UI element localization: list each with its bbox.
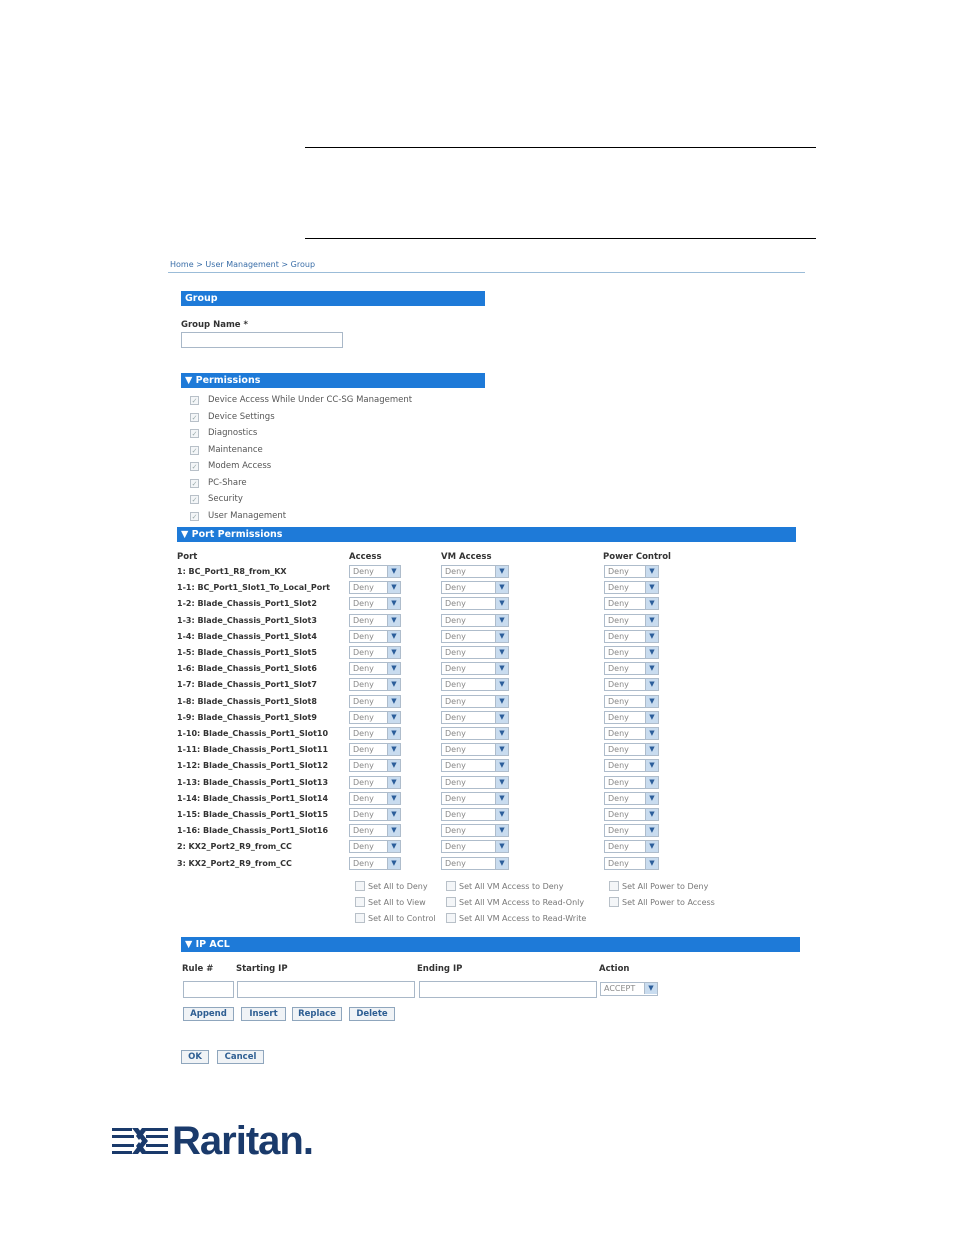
chevron-down-icon: ▼ xyxy=(495,825,508,836)
permission-item[interactable] xyxy=(190,459,271,473)
select-value: Deny xyxy=(445,858,466,868)
access-select[interactable] xyxy=(349,597,401,610)
set-all-checkbox[interactable] xyxy=(355,897,365,907)
ending-ip-input[interactable] xyxy=(419,981,597,998)
port-name: 1-11: Blade_Chassis_Port1_Slot11 xyxy=(177,745,329,755)
chevron-down-icon: ▼ xyxy=(645,728,658,739)
set-all-label: Set All to View xyxy=(368,897,426,907)
power-control-select[interactable] xyxy=(604,840,659,853)
permission-item[interactable] xyxy=(190,509,286,523)
insert-button[interactable]: Insert xyxy=(241,1007,286,1021)
select-value: Deny xyxy=(445,567,466,576)
chevron-down-icon: ▼ xyxy=(387,696,400,707)
group-header: Group xyxy=(181,291,485,306)
permission-checkbox[interactable]: ✓ xyxy=(191,413,198,422)
power-control-select[interactable] xyxy=(604,727,659,740)
access-select[interactable] xyxy=(349,695,401,708)
access-select[interactable] xyxy=(349,646,401,659)
top-divider xyxy=(305,147,816,148)
chevron-down-icon: ▼ xyxy=(645,615,658,626)
select-value: Deny xyxy=(353,793,374,803)
port-name: 1-12: Blade_Chassis_Port1_Slot12 xyxy=(177,761,329,771)
vm-access-select[interactable] xyxy=(441,808,509,821)
vm-access-select[interactable] xyxy=(441,743,509,756)
chevron-down-icon: ▼ xyxy=(387,728,400,739)
select-value: Deny xyxy=(608,567,629,576)
col-rule: Rule # xyxy=(182,964,214,974)
permission-checkbox[interactable]: ✓ xyxy=(191,495,198,504)
select-value: Deny xyxy=(353,680,374,690)
port-name: 1-1: BC_Port1_Slot1_To_Local_Port xyxy=(177,583,330,593)
chevron-down-icon: ▼ xyxy=(387,793,400,804)
cancel-button[interactable]: Cancel xyxy=(217,1050,264,1064)
power-control-select[interactable] xyxy=(604,695,659,708)
access-select[interactable] xyxy=(349,614,401,627)
power-control-select[interactable] xyxy=(604,711,659,724)
set-all-checkbox[interactable] xyxy=(446,881,456,891)
select-value: Deny xyxy=(353,648,374,657)
breadcrumb[interactable]: Home > User Management > Group xyxy=(170,260,316,269)
port-name: 1-9: Blade_Chassis_Port1_Slot9 xyxy=(177,712,317,722)
set-all-label: Set All Power to Deny xyxy=(622,881,709,891)
chevron-down-icon: ▼ xyxy=(387,777,400,788)
vm-access-select[interactable] xyxy=(441,711,509,724)
permission-item[interactable] xyxy=(190,410,275,424)
chevron-down-icon: ▼ xyxy=(495,582,508,593)
chevron-down-icon: ▼ xyxy=(495,760,508,771)
permission-label: PC-Share xyxy=(208,478,247,488)
select-value: Deny xyxy=(608,729,629,738)
permission-checkbox[interactable]: ✓ xyxy=(191,429,198,438)
port-name: 1-2: Blade_Chassis_Port1_Slot2 xyxy=(177,599,317,609)
delete-button[interactable]: Delete xyxy=(349,1007,395,1021)
select-value: Deny xyxy=(353,567,374,576)
port-name: 2: KX2_Port2_R9_from_CC xyxy=(177,842,292,852)
chevron-down-icon: ▼ xyxy=(645,793,658,804)
chevron-down-icon: ▼ xyxy=(645,858,658,869)
set-all-label: Set All Power to Access xyxy=(622,897,715,907)
port-name: 1-15: Blade_Chassis_Port1_Slot15 xyxy=(177,810,329,819)
chevron-down-icon: ▼ xyxy=(495,598,508,609)
group-name-label: Group Name * xyxy=(181,320,248,330)
set-all-access-option[interactable] xyxy=(355,897,426,907)
group-name-input[interactable] xyxy=(181,332,343,348)
action-select[interactable] xyxy=(600,982,658,996)
set-all-power-option[interactable] xyxy=(609,881,708,891)
select-value: Deny xyxy=(608,826,629,836)
col-action: Action xyxy=(599,964,630,974)
permission-label: Maintenance xyxy=(208,445,263,455)
chevron-down-icon: ▼ xyxy=(495,858,508,869)
access-select[interactable] xyxy=(349,857,401,870)
vm-access-select[interactable] xyxy=(441,727,509,740)
power-control-select[interactable] xyxy=(604,776,659,789)
vm-access-select[interactable] xyxy=(441,614,509,627)
power-control-select[interactable] xyxy=(604,792,659,805)
port-name: 1: BC_Port1_R8_from_KX xyxy=(177,567,287,576)
chevron-down-icon: ▼ xyxy=(387,809,400,820)
access-select[interactable] xyxy=(349,727,401,740)
set-all-label: Set All VM Access to Read-Only xyxy=(459,897,585,907)
chevron-down-icon: ▼ xyxy=(495,744,508,755)
vm-access-select[interactable] xyxy=(441,792,509,805)
chevron-down-icon: ▼ xyxy=(387,615,400,626)
select-value: Deny xyxy=(608,631,629,641)
select-value: Deny xyxy=(608,680,629,690)
access-select[interactable] xyxy=(349,581,401,594)
select-value: Deny xyxy=(353,761,374,771)
permission-checkbox[interactable]: ✓ xyxy=(191,446,198,455)
vm-access-select[interactable] xyxy=(441,840,509,853)
col-port: Port xyxy=(177,552,198,562)
power-control-select[interactable] xyxy=(604,824,659,837)
chevron-down-icon: ▼ xyxy=(645,663,658,674)
permission-label: Device Access While Under CC-SG Management xyxy=(208,395,413,405)
port-name: 1-3: Blade_Chassis_Port1_Slot3 xyxy=(177,615,317,625)
set-all-label: Set All VM Access to Deny xyxy=(459,881,564,891)
port-name: 3: KX2_Port2_R9_from_CC xyxy=(177,858,292,868)
vm-access-select[interactable] xyxy=(441,646,509,659)
chevron-down-icon: ▼ xyxy=(495,777,508,788)
set-all-vm-option[interactable] xyxy=(446,913,586,923)
chevron-down-icon: ▼ xyxy=(645,631,658,642)
select-value: Deny xyxy=(445,631,466,641)
power-control-select[interactable] xyxy=(604,662,659,675)
port-name: 1-14: Blade_Chassis_Port1_Slot14 xyxy=(177,793,329,803)
select-value: Deny xyxy=(353,615,374,625)
select-value: Deny xyxy=(608,810,629,819)
breadcrumb-divider xyxy=(168,272,805,273)
set-all-vm-option[interactable] xyxy=(446,897,584,907)
chevron-down-icon: ▼ xyxy=(495,566,508,577)
raritan-mark-icon xyxy=(112,1124,168,1158)
vm-access-select[interactable] xyxy=(441,581,509,594)
set-all-checkbox[interactable] xyxy=(609,881,619,891)
port-name: 1-16: Blade_Chassis_Port1_Slot16 xyxy=(177,826,329,836)
action-select-value: ACCEPT xyxy=(604,984,636,993)
permission-label: User Management xyxy=(208,511,287,521)
chevron-down-icon: ▼ xyxy=(495,679,508,690)
select-value: Deny xyxy=(445,777,466,787)
chevron-down-icon: ▼ xyxy=(387,760,400,771)
access-select[interactable] xyxy=(349,759,401,772)
set-all-checkbox[interactable] xyxy=(609,897,619,907)
power-control-select[interactable] xyxy=(604,614,659,627)
permission-checkbox[interactable]: ✓ xyxy=(191,479,198,488)
select-value: Deny xyxy=(445,729,466,738)
chevron-down-icon: ▼ xyxy=(645,696,658,707)
col-ending-ip: Ending IP xyxy=(417,964,463,974)
chevron-down-icon: ▼ xyxy=(645,825,658,836)
chevron-down-icon: ▼ xyxy=(495,793,508,804)
chevron-down-icon: ▼ xyxy=(645,582,658,593)
select-value: Deny xyxy=(445,615,466,625)
port-name: 1-8: Blade_Chassis_Port1_Slot8 xyxy=(177,696,317,706)
select-value: Deny xyxy=(353,777,374,787)
vm-access-select[interactable] xyxy=(441,824,509,837)
select-value: Deny xyxy=(353,826,374,836)
vm-access-select[interactable] xyxy=(441,597,509,610)
port-name: 1-6: Blade_Chassis_Port1_Slot6 xyxy=(177,664,317,674)
chevron-down-icon: ▼ xyxy=(495,841,508,852)
permission-checkbox[interactable]: ✓ xyxy=(191,462,198,471)
access-select[interactable] xyxy=(349,565,401,578)
chevron-down-icon: ▼ xyxy=(645,777,658,788)
starting-ip-input[interactable] xyxy=(237,981,415,998)
select-value: Deny xyxy=(445,842,466,852)
access-select[interactable] xyxy=(349,808,401,821)
replace-button[interactable]: Replace xyxy=(292,1007,342,1021)
screenshot-panel xyxy=(168,255,808,1070)
ok-button[interactable]: OK xyxy=(181,1050,209,1064)
select-value: Deny xyxy=(353,631,374,641)
chevron-down-icon: ▼ xyxy=(645,809,658,820)
select-value: Deny xyxy=(445,761,466,771)
permission-checkbox[interactable]: ✓ xyxy=(191,396,198,405)
select-value: Deny xyxy=(445,664,466,674)
vm-access-select[interactable] xyxy=(441,630,509,643)
permission-item[interactable] xyxy=(190,476,247,490)
chevron-down-icon: ▼ xyxy=(387,582,400,593)
set-all-power-option[interactable] xyxy=(609,897,715,907)
chevron-down-icon: ▼ xyxy=(495,663,508,674)
chevron-down-icon: ▼ xyxy=(495,712,508,723)
permission-item[interactable] xyxy=(190,426,257,440)
chevron-down-icon: ▼ xyxy=(645,647,658,658)
permission-item[interactable] xyxy=(190,443,263,457)
chevron-down-icon: ▼ xyxy=(645,841,658,852)
port-name: 1-4: Blade_Chassis_Port1_Slot4 xyxy=(177,631,317,641)
power-control-select[interactable] xyxy=(604,630,659,643)
power-control-select[interactable] xyxy=(604,857,659,870)
permission-label: Modem Access xyxy=(208,461,272,471)
set-all-checkbox[interactable] xyxy=(446,897,456,907)
set-all-label: Set All to Deny xyxy=(368,881,428,891)
access-select[interactable] xyxy=(349,711,401,724)
chevron-down-icon: ▼ xyxy=(645,712,658,723)
vm-access-select[interactable] xyxy=(441,759,509,772)
port-name: 1-7: Blade_Chassis_Port1_Slot7 xyxy=(177,680,317,690)
vm-access-select[interactable] xyxy=(441,776,509,789)
set-all-checkbox[interactable] xyxy=(355,881,365,891)
select-value: Deny xyxy=(353,729,374,738)
select-value: Deny xyxy=(608,842,629,852)
chevron-down-icon: ▼ xyxy=(387,679,400,690)
chevron-down-icon: ▼ xyxy=(495,647,508,658)
select-value: Deny xyxy=(445,826,466,836)
append-button[interactable]: Append xyxy=(183,1007,234,1021)
select-value: Deny xyxy=(353,696,374,706)
permission-label: Device Settings xyxy=(208,412,275,422)
power-control-select[interactable] xyxy=(604,581,659,594)
col-access: Access xyxy=(349,552,382,562)
select-value: Deny xyxy=(353,664,374,674)
power-control-select[interactable] xyxy=(604,678,659,691)
power-control-select[interactable] xyxy=(604,646,659,659)
access-select[interactable] xyxy=(349,743,401,756)
chevron-down-icon: ▼ xyxy=(495,615,508,626)
chevron-down-icon: ▼ xyxy=(387,647,400,658)
port-name: 1-10: Blade_Chassis_Port1_Slot10 xyxy=(177,729,329,738)
col-starting-ip: Starting IP xyxy=(236,964,288,974)
access-select[interactable] xyxy=(349,678,401,691)
select-value: Deny xyxy=(353,810,374,819)
ip-acl-header[interactable]: ▼ IP ACL xyxy=(181,937,800,952)
raritan-logo-text: Raritan. xyxy=(172,1118,313,1163)
set-all-checkbox[interactable] xyxy=(355,913,365,923)
chevron-down-icon: ▼ xyxy=(645,679,658,690)
set-all-access-option[interactable] xyxy=(355,913,436,923)
select-value: Deny xyxy=(608,793,629,803)
select-value: Deny xyxy=(608,615,629,625)
port-permissions-header[interactable]: ▼ Port Permissions xyxy=(177,527,796,542)
vm-access-select[interactable] xyxy=(441,662,509,675)
select-value: Deny xyxy=(608,696,629,706)
permission-label: Security xyxy=(208,494,243,504)
access-select[interactable] xyxy=(349,776,401,789)
chevron-down-icon: ▼ xyxy=(387,663,400,674)
port-name: 1-13: Blade_Chassis_Port1_Slot13 xyxy=(177,777,329,787)
vm-access-select[interactable] xyxy=(441,565,509,578)
access-select[interactable] xyxy=(349,630,401,643)
vm-access-select[interactable] xyxy=(441,678,509,691)
select-value: Deny xyxy=(608,664,629,674)
col-power-control: Power Control xyxy=(603,552,671,562)
col-vm-access: VM Access xyxy=(441,552,492,562)
chevron-down-icon: ▼ xyxy=(645,744,658,755)
power-control-select[interactable] xyxy=(604,759,659,772)
chevron-down-icon: ▼ xyxy=(387,825,400,836)
power-control-select[interactable] xyxy=(604,565,659,578)
set-all-vm-option[interactable] xyxy=(446,881,563,891)
select-value: Deny xyxy=(608,648,629,657)
chevron-down-icon: ▼ xyxy=(387,631,400,642)
access-select[interactable] xyxy=(349,840,401,853)
permission-item[interactable] xyxy=(190,492,243,506)
select-value: Deny xyxy=(608,745,629,755)
access-select[interactable] xyxy=(349,824,401,837)
chevron-down-icon: ▼ xyxy=(387,712,400,723)
vm-access-select[interactable] xyxy=(441,857,509,870)
rule-number-input[interactable] xyxy=(183,981,234,998)
access-select[interactable] xyxy=(349,662,401,675)
chevron-down-icon: ▼ xyxy=(495,696,508,707)
select-value: Deny xyxy=(608,761,629,771)
chevron-down-icon: ▼ xyxy=(495,728,508,739)
permission-checkbox[interactable]: ✓ xyxy=(191,512,198,521)
chevron-down-icon: ▼ xyxy=(644,983,657,994)
select-value: Deny xyxy=(445,680,466,690)
chevron-down-icon: ▼ xyxy=(387,744,400,755)
set-all-label: Set All VM Access to Read-Write xyxy=(459,913,587,923)
select-value: Deny xyxy=(445,793,466,803)
permission-item[interactable] xyxy=(190,393,412,407)
chevron-down-icon: ▼ xyxy=(495,809,508,820)
raritan-logo xyxy=(112,1120,313,1162)
select-value: Deny xyxy=(353,858,374,868)
select-value: Deny xyxy=(445,712,466,722)
select-value: Deny xyxy=(608,858,629,868)
select-value: Deny xyxy=(608,599,629,609)
select-value: Deny xyxy=(445,696,466,706)
chevron-down-icon: ▼ xyxy=(645,598,658,609)
select-value: Deny xyxy=(445,648,466,657)
set-all-access-option[interactable] xyxy=(355,881,428,891)
select-value: Deny xyxy=(445,599,466,609)
chevron-down-icon: ▼ xyxy=(387,858,400,869)
select-value: Deny xyxy=(445,583,466,593)
select-value: Deny xyxy=(608,583,629,593)
select-value: Deny xyxy=(353,712,374,722)
vm-access-select[interactable] xyxy=(441,695,509,708)
chevron-down-icon: ▼ xyxy=(645,566,658,577)
select-value: Deny xyxy=(353,745,374,755)
chevron-down-icon: ▼ xyxy=(387,566,400,577)
port-name: 1-5: Blade_Chassis_Port1_Slot5 xyxy=(177,648,317,657)
chevron-down-icon: ▼ xyxy=(387,598,400,609)
select-value: Deny xyxy=(608,777,629,787)
select-value: Deny xyxy=(353,599,374,609)
chevron-down-icon: ▼ xyxy=(645,760,658,771)
chevron-down-icon: ▼ xyxy=(387,841,400,852)
select-value: Deny xyxy=(445,810,466,819)
power-control-select[interactable] xyxy=(604,597,659,610)
power-control-select[interactable] xyxy=(604,743,659,756)
select-value: Deny xyxy=(353,583,374,593)
select-value: Deny xyxy=(445,745,466,755)
permissions-header[interactable]: ▼ Permissions xyxy=(181,373,485,388)
power-control-select[interactable] xyxy=(604,808,659,821)
bottom-divider xyxy=(305,238,816,239)
select-value: Deny xyxy=(353,842,374,852)
permission-label: Diagnostics xyxy=(208,428,258,438)
set-all-checkbox[interactable] xyxy=(446,913,456,923)
chevron-down-icon: ▼ xyxy=(495,631,508,642)
access-select[interactable] xyxy=(349,792,401,805)
select-value: Deny xyxy=(608,712,629,722)
set-all-label: Set All to Control xyxy=(368,913,436,923)
